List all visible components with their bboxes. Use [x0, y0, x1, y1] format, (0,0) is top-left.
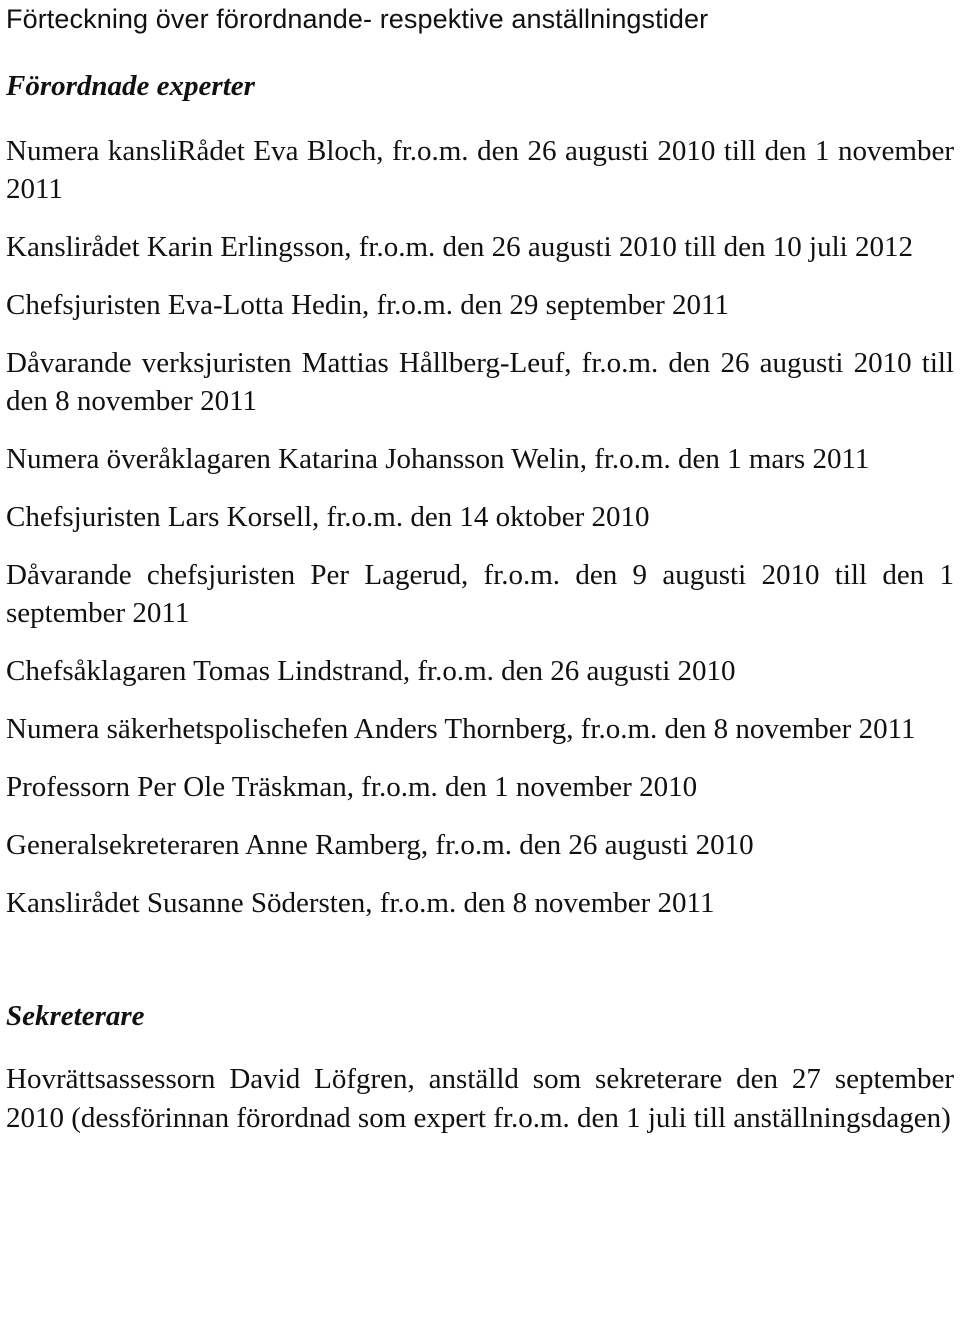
- document-heading: Förteckning över förordnande- respektive anställningstider: [6, 4, 709, 34]
- expert-entry: Chefsjuristen Lars Korsell, fr.o.m. den 14 oktober 2010: [6, 501, 650, 533]
- expert-entry: Numera kansliRådet Eva Bloch, fr.o.m. den 26 augusti 2010 till den 1 november 2011: [6, 135, 954, 205]
- section-experts: [6, 68, 954, 922]
- section-title-secretary: Sekreterare: [6, 1000, 145, 1032]
- secretary-entry: Hovrättsassessorn David Löfgren, anställd som sekreterare den 27 september 2010 (dessförinnan förordnad som expert fr.o.m. den 1 juli till anställningsdagen): [6, 1063, 954, 1134]
- expert-entry: Kanslirådet Susanne Södersten, fr.o.m. den 8 november 2011: [6, 887, 715, 919]
- expert-entry: Kanslirådet Karin Erlingsson, fr.o.m. den 26 augusti 2010 till den 10 juli 2012: [6, 231, 913, 263]
- expert-entry: Numera säkerhetspolischefen Anders Thornberg, fr.o.m. den 8 november 2011: [6, 713, 916, 745]
- section-secretary: [6, 998, 954, 1138]
- document-page: [6, 0, 954, 1138]
- expert-entry: Chefsjuristen Eva-Lotta Hedin, fr.o.m. den 29 september 2011: [6, 289, 729, 321]
- expert-entry: Dåvarande chefsjuristen Per Lagerud, fr.o.m. den 9 augusti 2010 till den 1 september 2011: [6, 559, 954, 629]
- expert-entry: Generalsekreteraren Anne Ramberg, fr.o.m. den 26 augusti 2010: [6, 829, 754, 861]
- expert-entry: Numera överåklagaren Katarina Johansson Welin, fr.o.m. den 1 mars 2011: [6, 443, 870, 475]
- expert-entry: Dåvarande verksjuristen Mattias Hållberg-Leuf, fr.o.m. den 26 augusti 2010 till den 8 november 2011: [6, 347, 954, 417]
- experts-list: [6, 132, 954, 922]
- section-title-experts: Förordnade experter: [6, 70, 255, 102]
- expert-entry: Chefsåklagaren Tomas Lindstrand, fr.o.m. den 26 augusti 2010: [6, 655, 736, 687]
- expert-entry: Professorn Per Ole Träskman, fr.o.m. den 1 november 2010: [6, 771, 698, 803]
